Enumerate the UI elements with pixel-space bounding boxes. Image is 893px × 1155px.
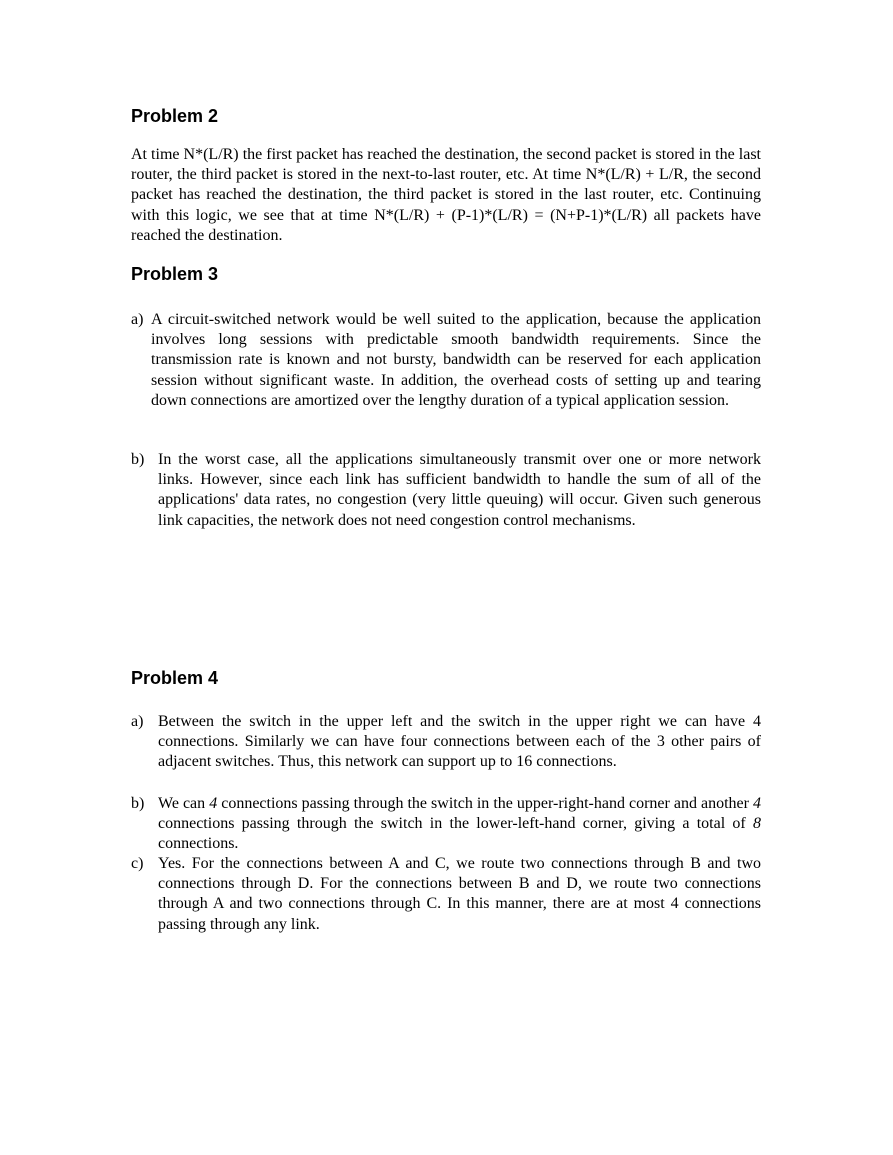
problem-4-part-a xyxy=(131,712,761,773)
part-label: a) xyxy=(131,311,144,328)
problem-2-answer: At time N*(L/R) the first packet has reached the destination, the second packet is stored in the last router, the third packet is stored in the next-to-last router, etc. At time N*(L/R) + L/R, the second packet has reached the destination, the third packet is stored in the last router, etc. Continuing with this logic, we see that at time N*(L/R) + (P-1)*(L/R) = (N+P-1)*(L/R) all packets have reached the destination. xyxy=(131,146,761,244)
problem-3-part-a xyxy=(131,310,761,411)
part-a-text: Between the switch in the upper left and the switch in the upper right we can have 4 connections. Similarly we can have four connections between each of the 3 other pairs of adjacent switches. Thus, this network can support up to 16 connections. xyxy=(158,713,761,771)
part-c-text: Yes. For the connections between A and C, we route two connections through B and two connections through D. For the connections between B and D, we route two connections through A and two connections through C. In this manner, there are at most 4 connections passing through any link. xyxy=(158,855,761,933)
italic-number: 4 xyxy=(753,795,762,812)
problem-4-part-b xyxy=(131,794,761,855)
part-label: a) xyxy=(131,713,144,730)
italic-number: 4 xyxy=(209,795,218,812)
text-run: connections. xyxy=(158,835,239,853)
problem-4-part-c xyxy=(131,854,761,935)
part-label: c) xyxy=(131,855,144,872)
problem-2-heading: Problem 2 xyxy=(131,106,219,126)
problem-3-heading: Problem 3 xyxy=(131,264,219,284)
text-run: connections passing through the switch in the upper-right-hand corner and another xyxy=(217,795,754,812)
problem-3-part-b xyxy=(131,450,761,531)
part-b-text xyxy=(158,794,761,855)
problem-4-heading: Problem 4 xyxy=(131,668,219,688)
part-label: b) xyxy=(131,451,145,468)
part-a-text: A circuit-switched network would be well suited to the application, because the application involves long sessions with predictable smooth bandwidth requirements. Since the transmission rate is known and not bursty, bandwidth can be reserved for each application session without significant waste. In addition, the overhead costs of setting up and tearing down connections are amortized over the lengthy duration of a typical application session. xyxy=(151,311,761,409)
text-run: connections passing through the switch in the lower-left-hand corner, giving a total of xyxy=(158,815,753,833)
part-b-text: In the worst case, all the applications simultaneously transmit over one or more network links. However, since each link has sufficient bandwidth to handle the sum of all of the applications' data rates, no congestion (very little queuing) will occur. Given such generous link capacities, the network does not need congestion control mechanisms. xyxy=(158,451,761,529)
part-label: b) xyxy=(131,795,145,812)
text-run: We can xyxy=(158,795,210,812)
italic-number: 8 xyxy=(753,815,761,833)
